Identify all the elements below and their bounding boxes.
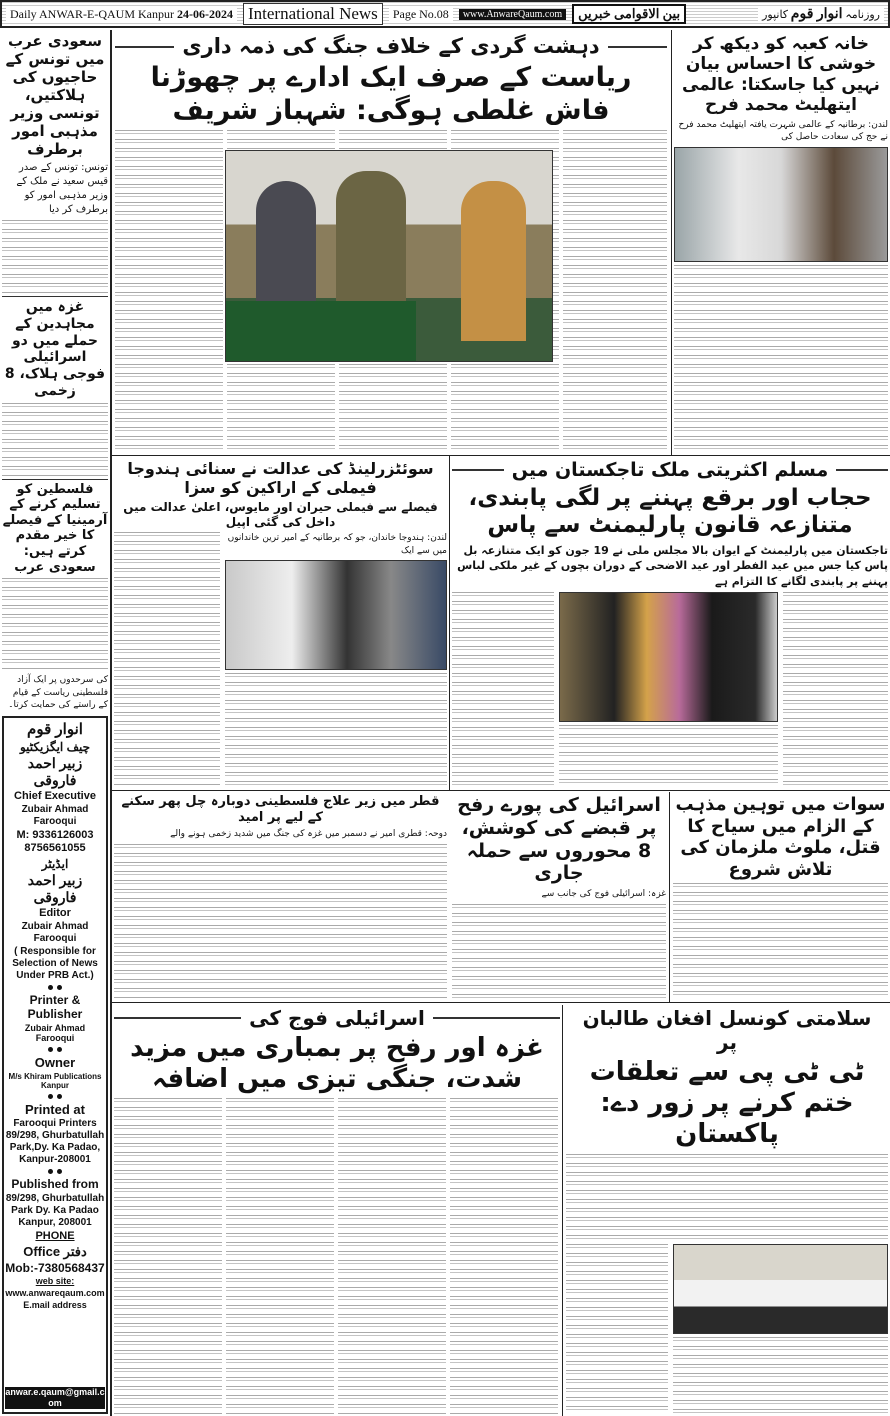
owner-name: M/s Khiram Publications Kanpur (8, 1071, 102, 1091)
armenia-tail: کی سرحدوں پر ایک آزاد فلسطینی ریاست کے قیام کے راستے کی حمایت کرتا۔ (8, 675, 108, 711)
owner-label: Owner (34, 1055, 76, 1071)
kicker-pakistan (566, 1006, 888, 1054)
column-rule (562, 1005, 563, 1416)
story-rafah (452, 794, 666, 999)
story-swiss (114, 459, 447, 787)
section-rule (112, 1002, 890, 1003)
headline-swat: سوات میں توہین مذہب کے الزام میں سیاح کا قتل، ملوث ملزمان کی تلاش شروع (675, 794, 886, 880)
printed-address: Farooqui Printers 89/298, Ghurbatullah Park,Dy. Ka Padao, Kanpur-208001 (5, 1118, 105, 1166)
headline-shehbaz: ریاست کے صرف ایک ادارے پر چھوڑنا فاش غلطی ہوگی: شہباز شریف (150, 62, 632, 126)
column-rule (669, 792, 670, 1002)
story-swat (673, 794, 888, 999)
published-address: 89/298, Ghurbatullah Park Dy. Ka Padao Kanpur, 208001 (5, 1192, 105, 1228)
email-address[interactable]: anwar.e.qaum@gmail.com (5, 1387, 105, 1409)
separator (5, 1092, 105, 1101)
separator (5, 1167, 105, 1176)
article-body (2, 578, 108, 671)
article-body (566, 1244, 668, 1414)
chief-exec-name: Zubair Ahmad Farooqui (21, 804, 89, 828)
page-header (0, 0, 890, 28)
photo-pakistan (673, 1244, 888, 1334)
paper-title: Daily ANWAR-E-QAUM Kanpur (10, 6, 174, 21)
article-body (114, 844, 447, 999)
section-rule (112, 790, 890, 791)
article-body (566, 1154, 888, 1241)
person-figure (461, 181, 526, 341)
email-label: E.mail address (23, 1299, 87, 1310)
tajik-columns (452, 592, 888, 787)
section-rule (112, 455, 890, 456)
website[interactable]: www.AnwareQaum.com (459, 9, 566, 20)
city-label: کانپور (762, 8, 789, 21)
headline-saudi-tunis: سعودی عرب میں تونس کے حاجیوں کی ہلاکتیں، تونسی وزیر مذہبی امور برطرف (5, 32, 105, 158)
chief-exec-label: Chief Executive (14, 789, 96, 802)
editor-name: Zubair Ahmad Farooqui (21, 920, 89, 944)
headline-armenia: فلسطین کو تسلیم کرنے کے آرمینیا کے فیصلے کا خیر مقدم کرتے ہیں: سعودی عرب (2, 479, 108, 576)
photo-shehbaz-army (225, 150, 553, 362)
editor-name-urdu: زبیر احمد فاروقی (27, 871, 83, 905)
pakistan-columns (566, 1244, 888, 1414)
name-urdu: زبیر احمد فاروقی (27, 755, 83, 789)
kicker-text: دہشت گردی کے خلاف جنگ کی ذمہ داری (182, 34, 600, 58)
issue-date: 24-06-2024 (176, 6, 233, 21)
published-label: Published from (11, 1177, 99, 1192)
article-body (2, 220, 108, 293)
headline-rafah: اسرائیل کی پورے رفح پر قبضے کی کوشش، 8 محوروں سے حملہ جاری (457, 794, 661, 885)
section-title-urdu: بین الاقوامی خبریں (572, 4, 686, 24)
headline-gaza-bomb: غزہ اور رفح پر بمباری میں مزید شدت، جنگی تیزی میں اضافہ (130, 1033, 544, 1095)
lead-swiss: لندن: ہندوجا خاندان، جو کہ برطانیہ کے امیر ترین خاندانوں میں سے ایک (227, 533, 447, 556)
article-body (452, 592, 554, 787)
headline-qatar: قطر میں زیر علاج فلسطینی دوبارہ چل پھر سکنے کے لیے پر امید (121, 794, 440, 825)
article-body (2, 403, 108, 476)
web-label: web site: (35, 1276, 75, 1287)
web-address[interactable]: www.anwareqaum.com (5, 1287, 105, 1298)
article-body (452, 904, 666, 999)
article-body (225, 673, 447, 787)
headline-farah: خانہ کعبہ کو دیکھ کر خوشی کا احساس بیان نہیں کیا جاسکتا: عالمی ایتھلیٹ محمد فرح (682, 34, 880, 116)
swiss-photo-column (225, 532, 447, 787)
editor-label: Editor (39, 906, 71, 919)
chief-exec-urdu: چیف ایگزیکٹیو (19, 740, 91, 754)
imprint-box (2, 716, 108, 1414)
column-rule (110, 30, 112, 1416)
photo-farah-hajj (674, 147, 888, 262)
phone-label: PHONE (35, 1229, 75, 1242)
separator (5, 983, 105, 992)
photo-hinduja (225, 560, 447, 670)
article-body (114, 1098, 560, 1414)
column-rule (671, 30, 672, 455)
article-body (559, 725, 778, 787)
headline-pakistan: ٹی ٹی پی سے تعلقات ختم کرنے پر زور دے: پاکستان (589, 1057, 865, 1150)
office-label (5, 1244, 105, 1260)
lead-tajik: تاجکستان میں پارلیمنٹ کے ایوان بالا مجلس ملی نے 19 جون کو ایک متنازعہ بل پاس کیا جس میں عید الفطر اور عید الاضحی کے دوران بچوں کے غیر ملکی لباس پہننے پر پابندی لگانے کا التزام ہے (457, 543, 888, 588)
lead-farah: لندن: برطانیہ کے عالمی شہرت یافتہ ایتھلیٹ محمد فرح نے حج کی سعادت حاصل کی (678, 119, 888, 143)
flag (226, 301, 416, 362)
page-number: Page No.08 (389, 7, 453, 22)
mobile-1: 9336126003 (32, 829, 94, 842)
office-urdu: دفتر (63, 1244, 87, 1260)
section-title: International News (243, 3, 383, 25)
left-column (2, 32, 108, 712)
article-body (673, 883, 888, 999)
story-gaza-bomb (114, 1006, 560, 1414)
column-rule (449, 455, 450, 790)
imprint-masthead: انوار قوم (27, 721, 83, 738)
headline-gaza-soldiers: غزہ میں مجاہدین کے حملے میں دو اسرائیلی فوجی ہلاک، 8 زخمی (2, 296, 108, 400)
daily-label: روزنامہ (845, 8, 880, 21)
article-body (673, 1337, 888, 1414)
office-en: Office (23, 1244, 61, 1260)
kicker-text: مسلم اکثریتی ملک تاجکستان میں (511, 459, 829, 481)
separator (5, 1045, 105, 1054)
story-pakistan (566, 1006, 888, 1414)
lead-saudi-tunis: تونس: تونس کے صدر قیس سعید نے ملک کے وزیر مذہبی امور کو برطرف کر دیا (16, 162, 108, 215)
lead-rafah: غزہ: اسرائیلی فوج کی جانب سے (541, 889, 666, 900)
headline-tajik: حجاب اور برقع پہننے پر لگی پابندی، متنازعہ قانون پارلیمنٹ سے پاس (468, 484, 872, 539)
article-body (114, 532, 220, 787)
prb-note: ( Responsible for Selection of News Under PRB Act.) (12, 945, 98, 981)
story-farah (674, 34, 888, 452)
mobile-label: M: (16, 829, 30, 842)
article-body (783, 592, 888, 787)
kicker-text: سلامتی کونسل افغان طالبان پر (582, 1006, 872, 1054)
paper-name (6, 7, 237, 22)
story-qatar (114, 794, 447, 999)
masthead (758, 6, 884, 23)
mobile-number: Mob:-7380568437 (5, 1260, 105, 1275)
mobile (5, 829, 105, 855)
subhead-swiss: فیصلے سے فیملی حیران اور مایوس، اعلیٰ عدالت میں داخل کی گئی اپیل (123, 500, 438, 529)
printed-label: Printed at (25, 1101, 85, 1117)
article-body (674, 265, 888, 452)
tajik-photo-column (559, 592, 778, 787)
story-shehbaz (115, 34, 667, 452)
swiss-columns (114, 532, 447, 787)
masthead-name: انوار قوم (790, 6, 843, 22)
photo-tajik-hijab (559, 592, 778, 722)
printer-name: Zubair Ahmad Farooqui (24, 1022, 86, 1044)
kicker-text: اسرائیلی فوج کی (249, 1006, 425, 1030)
editor-urdu: ایڈیٹر (41, 856, 69, 871)
kicker-shehbaz (115, 34, 667, 59)
mobile-2: 8756561055 (24, 842, 86, 855)
lead-qatar: دوحہ: قطری امیر نے دسمبر میں غزہ کی جنگ میں شدید زخمی ہونے والے (170, 829, 447, 840)
kicker-gaza-bomb (114, 1006, 560, 1030)
story-tajik (452, 459, 888, 787)
headline-swiss: سوئٹزرلینڈ کی عدالت نے سنائی ہندوجا فیملی کے اراکین کو سزا (127, 459, 434, 498)
printer-label: Printer & Publisher (27, 992, 83, 1022)
pakistan-photo-column (673, 1244, 888, 1414)
article-body (115, 130, 667, 452)
kicker-tajik (452, 459, 888, 482)
